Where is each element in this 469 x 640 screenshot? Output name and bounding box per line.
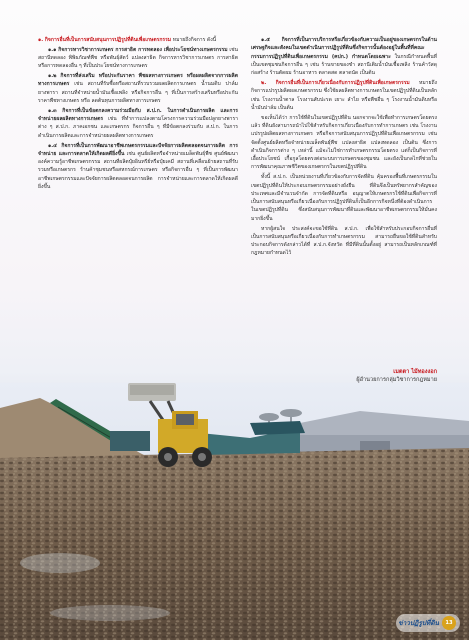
paragraph-3: ทั้งนี้ ส.ป.ก. เป็นหน่วยงานที่เกี่ยวข้องกับการจัดที่ดิน คุ้มครองพื้นที่เกษตรกรรมในเขตปฏิรูปที่ดินให้ประกอบเกษตรกรรมอย่างยั่งยืน ที่ดินจึงเป็นทรัพยากรสำคัญของประเทศและมีจำนวนจำกัด การจัดที่ดินหรือ อนุญาตให้เกษตรกรใช้ที่ดินเพื่อกิจการที่เป็นการสนับสนุนหรือเกี่ยวเนื่องกับการปฏิรูปที่ดินก็เป็นอีกการกิจหนึ่งที่ต้องดำเนินการในเขตปฏิรูปที่ดิน ซึ่งสนับสนุนการพัฒนาที่ดินและพัฒนาอาชีพเกษตรกรรมให้มั่นคงมากยิ่งขึ้น [251, 174, 437, 222]
item-1-4: ๑.๔ กิจการที่เป็นการพัฒนาอาชีพเกษตรกรรมและปัจจัยการผลิตตลอดจนการผลิต การจำหน่าย และการตลาดให้เกิดผลดียิ่งขึ้น เช่น ศูนย์ผลิตหรือจำหน่ายเมล็ดพันธุ์พืช ศูนย์พัฒนาองค์ความรู้อาชีพเกษตรกรรม สถานที่ผลิตปุ๋ยอินทรีย์หรือปุ๋ยเคมี สถานที่เคลื่อนย้ายสถานที่รับรวมหรือเกษตรกร ร้านค้าชุมชนหรือสหกรณ์การเกษตร หรือกิจการอื่น ๆ ที่เป็นการพัฒนาอาชีพเกษตรกรรมและปัจจัยการผลิตตลอดจนการผลิต การจำหน่ายและการตลาดให้เกิดผลดียิ่งขึ้น [38, 142, 238, 191]
palm-kernel-yard-photo [0, 383, 469, 640]
item-1-1: ๑.๑ กิจการหารวิชาการเกษตร การสาธิต การทดลอง เพื่อประโยชน์ทางเกษตรกรรม เช่น สถานีทดลอง พิพิธภัณฑ์พืช หรือพันธุ์สัตว์ แปลงสาธิต กิจการหารวิชาการเกษตร การสาธิตหรือการทดลองอื่น ๆ ที่เป็นประโยชน์ทางการเกษตร [38, 46, 238, 70]
right-column [251, 36, 437, 259]
section-1-heading: ๑. กิจการอื่นที่เป็นการสนับสนุนการปฏิรูปที่ดินเพื่อเกษตรกรรม หมายถึงกิจการ ดังนี้ [38, 37, 217, 43]
author-name: เมตตา ไม้ทองงอก [393, 369, 437, 375]
page-footer [396, 614, 460, 632]
magazine-brand: ข่าวปฏิรูปที่ดิน [398, 619, 439, 627]
item-1-2: ๑.๒ กิจการที่ส่งเสริม หรือประกันราคา พืชผลทางการเกษตร หรือผลผลิตจากการผลิตทางการเกษตร เช่น สถานที่รับซื้อหรือสถานที่รวบรวมผลผลิตการเกษตร น้ำนมดิบ ปาล์ม ยางพารา สถานที่จำหน่ายน้ำมันเชื้อเพลิง หรือกิจการอื่น ๆ ที่เป็นการสร้างเสริมหรือประกันราคาพืชทางเกษตร หรือ ลดต้นทุนการผลิตทางการเกษตร [38, 73, 238, 105]
item-1-3: ๑.๓ กิจการที่เป็นข้อตกลงความร่วมมือกับ ส.ป.ก. ในการดำเนินการผลิต และการจำหน่ายผลผลิตทางการเกษตร เช่น ที่ทำการแปลงตามโครงการความร่วมมือปลูกยางพาราต่าง ๆ ส.ป.ก. ภาคเอกชน และเกษตรกร กิจการอื่น ๆ ที่มีข้อตกลงร่วมกับ ส.ป.ก. ในการดำเนินการผลิตและการจำหน่ายผลผลิตทางการเกษตร [38, 107, 238, 139]
paragraph-4: หากผู้สนใจ ประสงค์จะขอใช้ที่ดิน ส.ป.ก. เพื่อใช้สำหรับประกอบกิจการอื่นที่เป็นการสนับสนุนหรือเกี่ยวเนื่องกับการทำเกษตรกรรม สามารถยื่นขอใช้ที่ดินสำหรับประกอบกิจการดังกล่าวได้ที่ ส.ป.ก.จังหวัด ที่มีที่ดินนั้นตั้งอยู่ สามารถเป็นหลักเกณฑ์ที่กฎหมายกำหนดไว้ [251, 225, 437, 257]
left-column [38, 36, 238, 193]
paragraph-2: ขอเห็นได้ว่า การใช้ที่ดินในเขตปฏิรูปที่ดิน นอกจากจะใช้เพื่อทำการเกษตรโดยตรงแล้ว ที่ดินยังสามารถนำไปใช้สำหรับกิจการเกี่ยวเนื่องกับการทำการเกษตร เช่น โรงงานแปรรูปผลิตผลทางการเกษตร หรือกิจการสนับสนุนการปฏิรูปที่ดินเพื่อเกษตรกรรม เช่น จัดตั้งศูนย์ผลิตหรือจำหน่ายเมล็ดพันธุ์พืช แปลงสาธิต แปลงทดลอง เป็นต้น ซึ่งการดำเนินกิจการต่าง ๆ เหล่านี้ แม้จะไม่ใช่การทำเกษตรกรรมโดยตรง แต่ก็เป็นกิจการที่เอื้อประโยชน์ เกื้อกูลโดยตรงต่อระบบการเกษตรของชุมชน และยังเป็นกลไกที่ช่วยในการพัฒนาคุณภาพชีวิตของเกษตรกรในเขตปฏิรูปที่ดิน [251, 114, 437, 171]
section-2-heading: ๒. กิจการอื่นที่เป็นการเกี่ยวเนื่องกับการปฏิรูปที่ดินเพื่อเกษตรกรรม หมายถึง กิจการแปรรูปผลิตผลเกษตรกรรม ซึ่งใช้ผลผลิตทางการเกษตรในเขตปฏิรูปที่ดินเป็นหลัก เช่น โรงงานน้ำตาล โรงงานสับปะรด เยาะ ลำไย หรือพืชอื่น ๆ โรงงานน้ำมันดิบหรือน้ำมันปาล์ม เป็นต้น [251, 79, 437, 111]
page-number: 13 [442, 616, 456, 630]
item-1-5: ๑.๕ กิจการที่เป็นการบริการหรือเกี่ยวข้องกับความเป็นอยู่ของเกษตรกรในด้านเศรษฐกิจและสังคมในเขตดำเนินการปฏิรูปที่ดินซึ่งกิจการนั้นต้องอยู่ในพื้นที่ที่คณะกรรมการปฏิรูปที่ดินเพื่อเกษตรกรรม (คปก.) กำหนดโดยเฉพาะ ในกรณีกำหนดพื้นที่เป็นเขตชุมชนกิจการอื่น ๆ เช่น ร้านขายของชำ สถานีเติมน้ำมันเชื้อเพลิง ร้านค้าวัสดุก่อสร้าง ร้านตัดผม ร้านอาหาร ตลาดสด ตลาดนัด เป็นต้น [251, 37, 437, 77]
author-role: ผู้อำนวยการกลุ่มวิชาการกฎหมาย [356, 377, 437, 383]
